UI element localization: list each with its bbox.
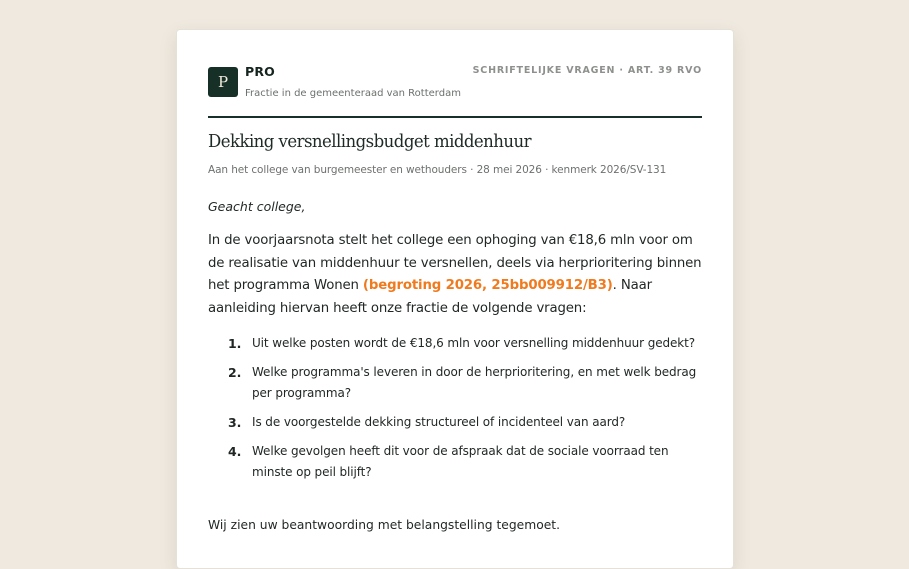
party-subtitle: Fractie in de gemeenteraad van Rotterdam [245, 88, 461, 99]
party-logo: P [208, 67, 238, 97]
document-title: Dekking versnellingsbudget middenhuur [208, 131, 532, 152]
intro-text-end: . Naar aanleiding hiervan heeft onze fractie de volgende vragen: [208, 278, 652, 316]
party-name: PRO [245, 64, 276, 79]
question-text: Is de voorgestelde dekking structureel of incidenteel van aard? [252, 415, 626, 429]
question-text: Welke programma's leveren in door de herprioritering, en met welk bedrag per programma? [252, 365, 697, 400]
document-meta: Aan het college van burgemeester en wethouders · 28 mei 2026 · kenmerk 2026/SV-131 [208, 164, 667, 176]
question-number: 1. [228, 336, 242, 351]
closing-sentence: Wij zien uw beantwoording met belangstelling tegemoet. [208, 518, 561, 532]
question-text: Welke gevolgen heeft dit voor de afspraak dat de sociale voorraad ten minste op peil blijft? [252, 444, 669, 479]
salutation: Geacht college, [208, 199, 306, 214]
question-item [208, 333, 704, 354]
question-text: Uit welke posten wordt de €18,6 mln voor versnelling middenhuur gedekt? [252, 336, 696, 350]
question-item [208, 412, 704, 433]
intro-paragraph [208, 230, 704, 320]
question-number: 4. [228, 444, 242, 459]
budget-reference: (begroting 2026, 25bb009912/B3) [362, 278, 613, 294]
question-item [208, 441, 704, 483]
document-type: SCHRIFTELIJKE VRAGEN · ART. 39 RVO [472, 65, 702, 76]
document-header [208, 30, 702, 118]
question-item [208, 362, 704, 404]
intro-text: In de voorjaarsnota stelt het college een ophoging van €18,6 mln voor om de realisatie van middenhuur te versnellen, deels via herprioritering binnen het programma Wonen [208, 233, 702, 294]
document-content [208, 30, 702, 532]
question-number: 2. [228, 365, 242, 380]
question-number: 3. [228, 415, 242, 430]
document-card [176, 29, 734, 569]
question-list [208, 333, 704, 491]
